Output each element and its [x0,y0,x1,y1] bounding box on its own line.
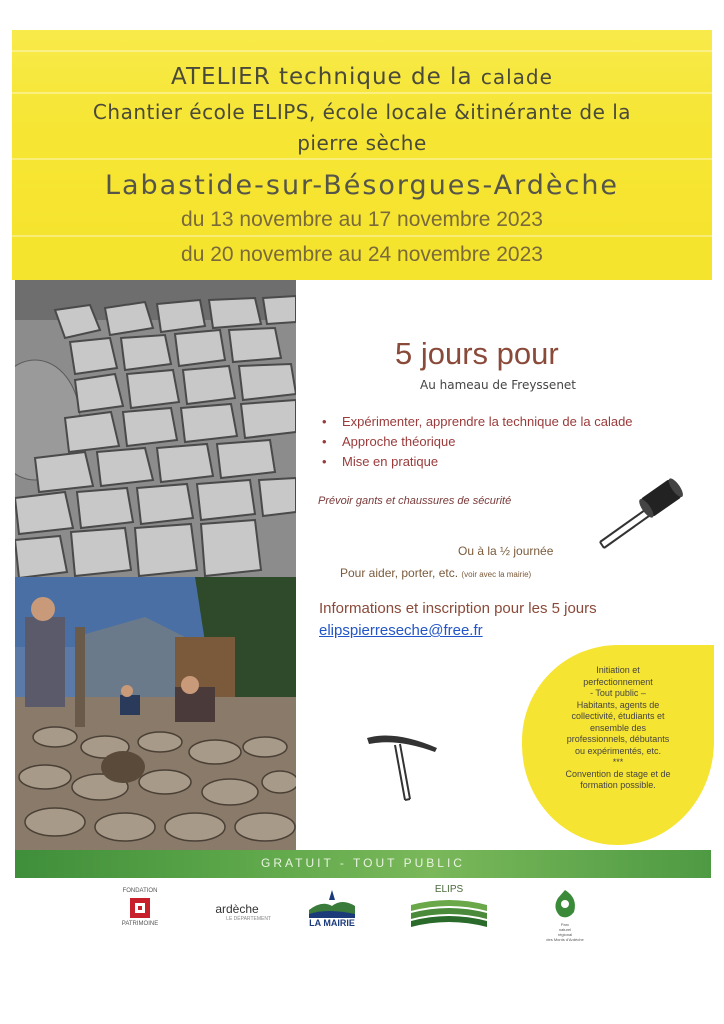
email-link[interactable]: elipspierreseche@free.fr [319,622,483,639]
pickaxe-icon [365,730,445,809]
ardeche-departement-logo [197,902,277,922]
logo-text: FONDATION [122,888,158,894]
logo-text: PATRIMOINE [121,921,159,927]
parc-naturel-logo [535,888,595,942]
blob-line: professionnels, débutants [566,734,670,744]
logo-text: Parc [560,922,570,927]
logo-text: LA MAIRIE [309,918,355,928]
blob-line: ensemble des [589,722,647,733]
blob-line: collectivité, étudiants et [571,711,665,721]
header-location: Labastide-sur-Bésorgues-Ardèche [104,170,620,201]
help-text [340,566,531,580]
blob-line: Convention de stage et de [565,768,671,779]
info-heading: Informations et inscription pour les 5 jours [319,600,597,617]
logo-text: naturel [558,927,572,932]
fondation-emblem-icon [129,897,151,919]
blob-line: - Tout public – [590,688,646,698]
blob-line: ou expérimentés, etc. [574,745,662,756]
footer-band [15,850,711,878]
header-dates-1: du 13 novembre au 17 novembre 2023 [181,208,543,231]
photo-calade-pavement [15,280,296,578]
list-item: • Expérimenter, apprendre la technique de la calade [320,412,633,432]
logo-text: des Monts d'Ardèche [546,937,584,942]
audience-info-text [539,665,697,792]
list-item: • Mise en pratique [320,452,633,472]
header-dates-2: du 20 novembre au 24 novembre 2023 [181,243,543,266]
half-day-text: Ou à la ½ journée [458,544,554,558]
activities-list [320,412,633,472]
list-item: • Approche théorique [320,432,633,452]
hammer-icon [592,470,687,559]
header-title-main: ATELIER technique de la [171,64,473,90]
logo-text: ELIPS [434,884,464,895]
logo-text: ardèche [215,902,259,916]
elips-logo [405,884,493,935]
logo-subtext: LE DÉPARTEMENT [226,916,271,922]
location-subtitle: Au hameau de Freyssenet [420,378,577,392]
footer-band-text: GRATUIT - TOUT PUBLIC [261,856,465,870]
help-text-note: (voir avec la mairie) [461,570,532,579]
header-title-calade: calade [480,65,553,89]
header-subtitle-1: Chantier école ELIPS, école locale &itinérante de la [92,100,632,124]
help-text-main: Pour aider, porter, etc. [340,566,459,580]
blob-line: perfectionnement [583,676,653,687]
village-icon [307,888,357,918]
blob-line: formation possible. [580,780,656,790]
header-subtitle-2: pierre sèche [297,131,427,155]
blob-line: Initiation et [596,665,640,675]
fondation-patrimoine-logo [110,888,170,928]
elips-stones-icon [409,895,489,935]
mairie-logo [302,888,362,928]
logo-text: régional [557,932,573,937]
blob-line: Habitants, agents de [576,699,660,710]
main-title: 5 jours pour [395,336,559,371]
parc-leaf-icon [550,888,580,922]
blob-line: *** [612,757,624,767]
photo-workers-site [15,577,296,850]
safety-note: Prévoir gants et chaussures de sécurité [318,495,512,507]
header-title [12,64,712,90]
header-banner [12,30,712,280]
